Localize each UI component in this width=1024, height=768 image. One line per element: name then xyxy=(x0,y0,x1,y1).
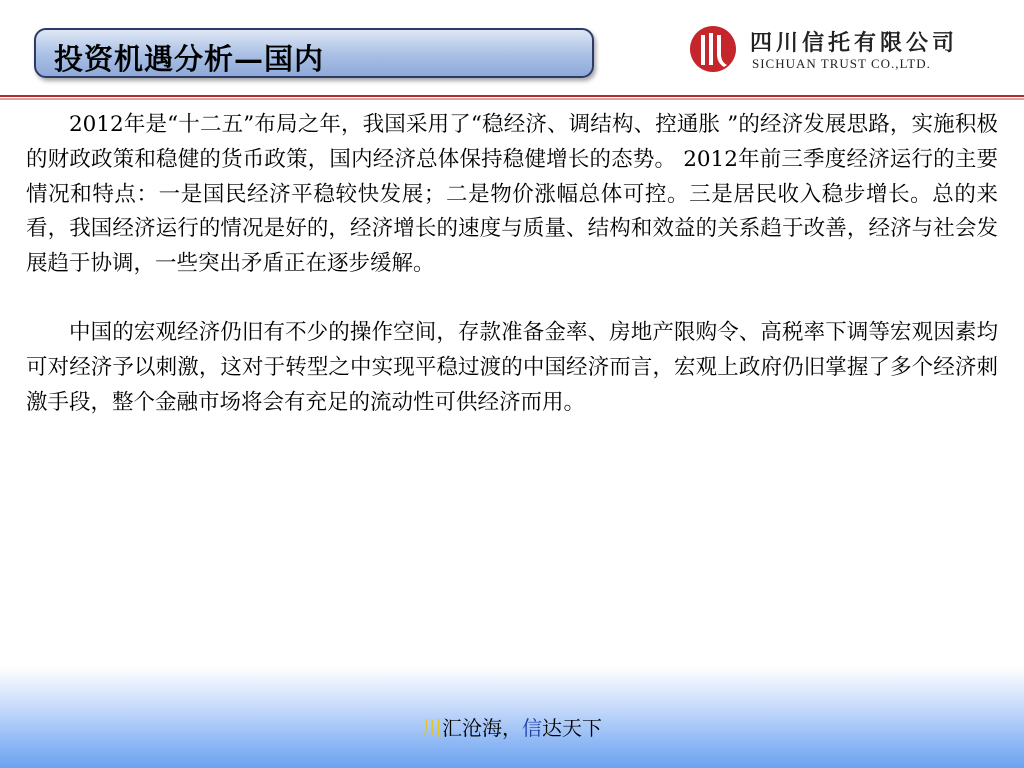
slogan-part-2: 达天下 xyxy=(542,716,602,740)
header-divider xyxy=(0,95,1024,97)
paragraph: 2012年是“十二五”布局之年，我国采用了“稳经济、调结构、控通胀 ”的经济发展思路，实施积极的财政政策和稳健的货币政策，国内经济总体保持稳健增长的态势。 2012年前三季度经济运行的主要情况和特点：一是国民经济平稳较快发展；二是物价涨幅总体可控。三是居民收入稳步增长。总的来看，我国经济运行的情况是好的，经济增长的速度与质量、结构和效益的关系趋于改善，经济与社会发展趋于协调，一些突出矛盾正在逐步缓解。 xyxy=(26,112,998,277)
slogan-char-chuan: 川 xyxy=(422,716,442,740)
page-title: 投资机遇分析—国内 xyxy=(54,42,325,76)
header-divider-shadow xyxy=(0,98,1024,100)
title-banner xyxy=(34,28,594,78)
body-content xyxy=(26,108,998,420)
paragraph: 中国的宏观经济仍旧有不少的操作空间，存款准备金率、房地产限购令、高税率下调等宏观因素均可对经济予以刺激，这对于转型之中实现平稳过渡的中国经济而言，宏观上政府仍旧掌握了多个经济刺激手段，整个金融市场将会有充足的流动性可供经济而用。 xyxy=(26,319,998,415)
sichuan-trust-logo-icon xyxy=(688,24,738,74)
slogan-char-xin: 信 xyxy=(522,716,542,740)
company-name-cn: 四川信托有限公司 xyxy=(750,31,959,56)
company-logo xyxy=(688,24,1008,76)
company-name-en: SICHUAN TRUST CO.,LTD. xyxy=(752,56,931,71)
footer-slogan xyxy=(0,712,1024,741)
slogan-part-1: 汇沧海， xyxy=(442,716,522,740)
